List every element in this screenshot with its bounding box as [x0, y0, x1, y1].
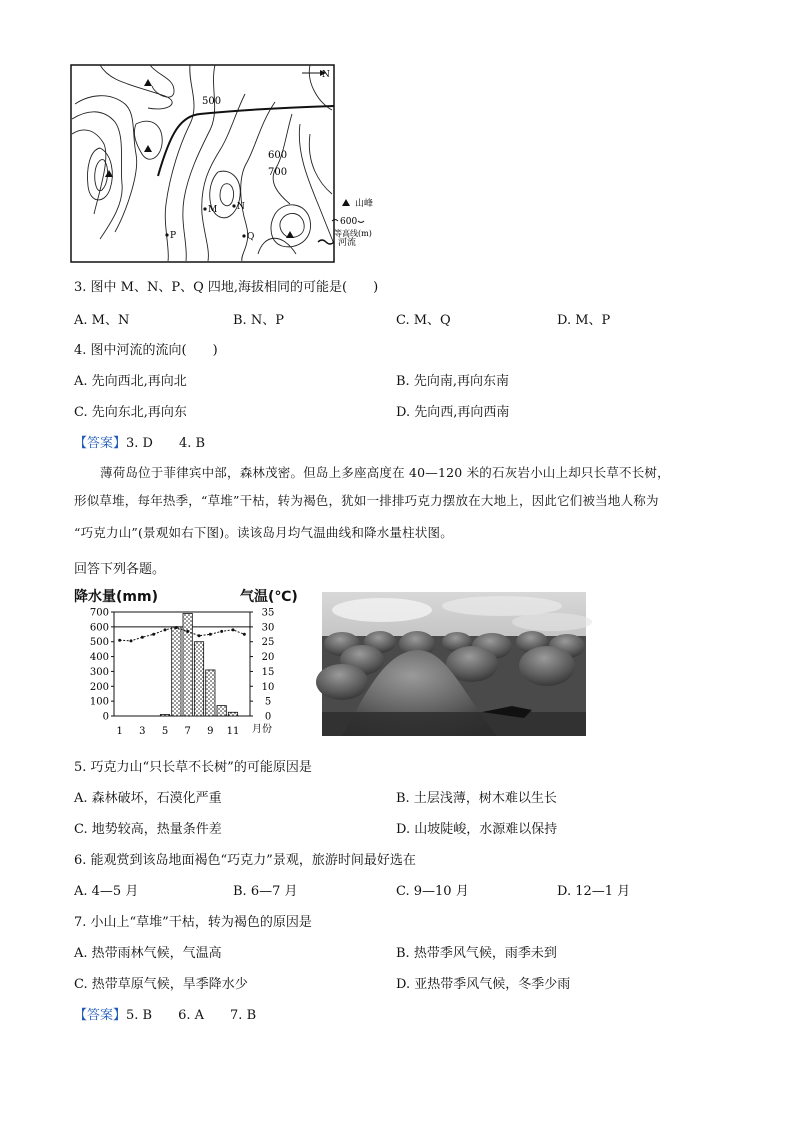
answer-tag: 【答案】 — [74, 1008, 127, 1023]
temp-tick-label: 35 — [261, 607, 275, 619]
temperature-point — [164, 628, 167, 631]
contour-label-700: 700 — [268, 167, 288, 178]
q5-option-d[interactable]: D. 山坡陡峻，水源难以保持 — [396, 822, 558, 837]
precip-tick-label: 400 — [89, 652, 109, 664]
month-tick-label: 5 — [161, 726, 169, 737]
photo-svg — [322, 592, 586, 736]
passage-line-3: “巧克力山”(景观如右下图)。读该岛月均气温曲线和降水量柱状图。 — [74, 525, 453, 540]
q7-stem: 7. 小山上“草堆”干枯，转为褐色的原因是 — [74, 915, 312, 930]
topo-map-svg — [70, 64, 374, 264]
q3-option-a[interactable]: A. M、N — [74, 313, 130, 328]
contour-label-500: 500 — [202, 96, 222, 107]
month-tick-label: 11 — [226, 726, 240, 737]
peak-legend-icon — [342, 199, 350, 206]
q6-stem: 6. 能观赏到该岛地面褐色“巧克力”景观，旅游时间最好选在 — [74, 853, 416, 868]
chart-left-title: 降水量(mm) — [74, 589, 158, 605]
q7-option-c[interactable]: C. 热带草原气候，旱季降水少 — [74, 977, 248, 992]
temperature-point — [186, 630, 189, 633]
q7-option-a[interactable]: A. 热带雨林气候，气温高 — [74, 946, 222, 961]
precip-tick-label: 500 — [89, 637, 109, 649]
temp-tick-label: 10 — [261, 681, 275, 693]
q6-option-d[interactable]: D. 12—1 月 — [557, 884, 631, 899]
chart-right-title: 气温(℃) — [240, 589, 298, 605]
answer-tag: 【答案】 — [74, 436, 127, 451]
answer-row-2 — [74, 1004, 256, 1023]
q5-option-b[interactable]: B. 土层浅薄，树木难以生长 — [396, 791, 557, 806]
svg-text:Q: Q — [247, 232, 255, 242]
temp-tick-label: 15 — [261, 666, 275, 678]
svg-text:M: M — [208, 205, 218, 215]
q4-option-d[interactable]: D. 先向西,再向西南 — [396, 405, 510, 420]
temperature-point — [141, 636, 144, 639]
q6-option-a[interactable]: A. 4—5 月 — [74, 884, 139, 899]
precip-bar — [194, 642, 203, 716]
x-unit-label: 月份 — [252, 724, 272, 735]
legend-river: 河流 — [338, 238, 357, 248]
precip-tick-label: 200 — [89, 681, 109, 693]
precip-bar — [206, 670, 215, 716]
precip-tick-label: 300 — [89, 666, 109, 678]
temperature-point — [118, 639, 121, 642]
temperature-point — [220, 630, 223, 633]
precip-tick-label: 600 — [89, 622, 109, 634]
answer-text: 5. B 6. A 7. B — [126, 1008, 257, 1023]
month-tick-label: 3 — [139, 726, 146, 737]
q3-stem: 3. 图中 M、N、P、Q 四地,海拔相同的可能是( ) — [74, 280, 379, 295]
temp-tick-label: 20 — [261, 652, 275, 664]
temperature-line — [120, 627, 245, 640]
precip-bar — [183, 613, 192, 716]
precip-tick-label: 100 — [89, 696, 109, 708]
temp-tick-label: 0 — [264, 711, 272, 723]
temperature-point — [232, 628, 235, 631]
q3-option-c[interactable]: C. M、Q — [396, 313, 451, 328]
q6-option-b[interactable]: B. 6—7 月 — [233, 884, 298, 899]
temperature-point — [209, 633, 212, 636]
q4-stem: 4. 图中河流的流向( ) — [74, 343, 218, 358]
legend-contour: 等高线(m) — [334, 229, 372, 238]
topo-map — [70, 64, 374, 264]
north-label: N — [322, 70, 330, 80]
plot-frame — [114, 612, 250, 716]
q7-option-d[interactable]: D. 亚热带季风气候，冬季少雨 — [396, 977, 571, 992]
q5-option-a[interactable]: A. 森林破坏，石漠化严重 — [74, 791, 222, 806]
q4-option-a[interactable]: A. 先向西北,再向北 — [74, 374, 187, 389]
prompt-text: 回答下列各题。 — [74, 562, 166, 577]
passage-line-2: 形似草堆，每年热季，“草堆”干枯，转为褐色，犹如一排排巧克力摆放在大地上，因此它们被当地人称为 — [74, 493, 659, 508]
q5-option-c[interactable]: C. 地势较高，热量条件差 — [74, 822, 222, 837]
temperature-point — [243, 633, 246, 636]
month-tick-label: 1 — [116, 726, 123, 737]
month-tick-label: 9 — [207, 726, 214, 737]
q6-option-c[interactable]: C. 9—10 月 — [396, 884, 469, 899]
answer-row-1 — [74, 432, 205, 451]
climate-chart-svg — [74, 604, 318, 744]
precip-bar — [160, 715, 169, 716]
precip-tick-label: 0 — [102, 711, 109, 723]
month-tick-label: 7 — [184, 726, 191, 737]
temp-tick-label: 25 — [261, 637, 275, 649]
q5-stem: 5. 巧克力山“只长草不长树”的可能原因是 — [74, 760, 312, 775]
climate-chart — [74, 604, 318, 744]
q4-option-c[interactable]: C. 先向东北,再向东 — [74, 405, 187, 420]
precip-tick-label: 700 — [89, 607, 109, 619]
precip-bar — [172, 627, 181, 716]
precip-bar — [228, 712, 237, 716]
chocolate-hills-photo — [322, 592, 586, 736]
temperature-point — [198, 634, 201, 637]
q3-option-d[interactable]: D. M、P — [557, 313, 611, 328]
temperature-point — [175, 626, 178, 629]
legend-contour-value: 600 — [340, 217, 358, 227]
svg-text:N: N — [237, 202, 245, 212]
passage-line-1: 薄荷岛位于菲律宾中部，森林茂密。但岛上多座高度在 40—120 米的石灰岩小山上却只长草不长树， — [100, 465, 670, 480]
answer-text: 3. D 4. B — [126, 436, 206, 451]
temperature-point — [130, 639, 133, 642]
temp-tick-label: 30 — [261, 622, 275, 634]
temp-tick-label: 5 — [264, 696, 272, 708]
precip-bar — [217, 706, 226, 716]
q7-option-b[interactable]: B. 热带季风气候，雨季未到 — [396, 946, 557, 961]
svg-text:P: P — [170, 231, 177, 241]
legend-peak: 山峰 — [355, 199, 374, 209]
q4-option-b[interactable]: B. 先向南,再向东南 — [396, 374, 509, 389]
q3-option-b[interactable]: B. N、P — [233, 313, 284, 328]
contour-label-600: 600 — [268, 150, 288, 161]
map-frame — [71, 65, 334, 262]
temperature-point — [152, 633, 155, 636]
